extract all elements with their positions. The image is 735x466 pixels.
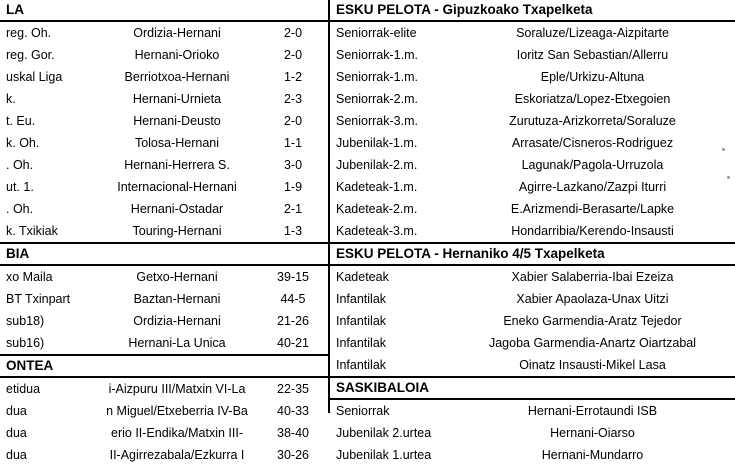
table-row: [0, 266, 328, 288]
row-category: . Oh.: [6, 202, 34, 216]
row-match: Hernani-Herrera S.: [124, 158, 230, 172]
row-score: 2-0: [283, 114, 303, 128]
row-match: Zurutuza-Arizkorreta/Soraluze: [509, 114, 676, 128]
row-category: k.: [6, 92, 16, 106]
row-match: Getxo-Hernani: [136, 270, 218, 284]
row-category: BT Txinpart: [6, 292, 71, 306]
table-row: [330, 154, 735, 176]
table-row: [0, 132, 328, 154]
row-category: Jubenilak 2.urtea: [336, 426, 432, 440]
row-category: Seniorrak-1.m.: [336, 70, 418, 84]
table-row: [330, 288, 735, 310]
table-row: [0, 176, 328, 198]
table-row: [0, 66, 328, 88]
table-row: [0, 198, 328, 220]
table-row: [0, 44, 328, 66]
table-row: [330, 44, 735, 66]
row-score: 1-2: [283, 70, 303, 84]
left-column: [0, 0, 330, 462]
row-category: k. Oh.: [6, 136, 40, 150]
row-match: Soraluze/Lizeaga-Aizpitarte: [516, 26, 669, 40]
row-category: etidua: [6, 382, 41, 396]
row-score: 2-0: [283, 48, 303, 62]
row-match: n Miguel/Etxeberria IV-Ba: [106, 404, 248, 418]
row-category: Seniorrak: [336, 404, 390, 418]
row-category: Jubenilak 1.urtea: [336, 448, 432, 462]
row-category: Seniorrak-elite: [336, 26, 417, 40]
table-row: [330, 400, 735, 422]
section-rows-saskibaloia: [330, 400, 735, 466]
section-header-futbola: LA: [0, 0, 328, 22]
table-row: [330, 88, 735, 110]
right-column: [330, 0, 735, 462]
row-match: erio II-Endika/Matxin III-: [111, 426, 243, 440]
row-match: Ordizia-Hernani: [133, 314, 221, 328]
table-row: [330, 444, 735, 466]
row-category: k. Txikiak: [6, 224, 58, 238]
row-match: i-Aizpuru III/Matxin VI-La: [108, 382, 246, 396]
row-match: Baztan-Hernani: [133, 292, 221, 306]
row-match: Hernani-Oiarso: [550, 426, 635, 440]
row-match: II-Agirrezabala/Ezkurra I: [109, 448, 245, 462]
row-match: Hondarribia/Kerendo-Insausti: [511, 224, 674, 238]
table-row: [330, 422, 735, 444]
row-category: sub18): [6, 314, 45, 328]
row-match: Ordizia-Hernani: [133, 26, 221, 40]
section-rows-esku-pelota-gipuzkoa: [330, 22, 735, 242]
table-row: [330, 132, 735, 154]
row-category: Seniorrak-1.m.: [336, 48, 418, 62]
row-category: dua: [6, 426, 27, 440]
section-header-esku-pelota-hernani: ESKU PELOTA - Hernaniko 4/5 Txapelketa: [330, 242, 735, 266]
speck-mark: [722, 148, 725, 151]
table-row: [330, 266, 735, 288]
row-match: Hernani-Mundarro: [541, 448, 644, 462]
row-category: Kadeteak-1.m.: [336, 180, 418, 194]
row-match: Xabier Apaolaza-Unax Uitzi: [516, 292, 669, 306]
section-header-eskubaloia: BIA: [0, 242, 328, 266]
row-score: 39-15: [277, 270, 309, 284]
table-row: [330, 66, 735, 88]
table-row: [0, 110, 328, 132]
row-score: 2-0: [283, 26, 303, 40]
row-score: 44-5: [280, 292, 306, 306]
table-row: [0, 154, 328, 176]
row-match: Xabier Salaberria-Ibai Ezeiza: [511, 270, 674, 284]
section-rows-esku-pelota-hernani: [330, 266, 735, 376]
row-category: xo Maila: [6, 270, 53, 284]
row-match: Eple/Urkizu-Altuna: [540, 70, 645, 84]
row-match: Berriotxoa-Hernani: [124, 70, 230, 84]
row-category: reg. Oh.: [6, 26, 52, 40]
row-category: Jubenilak-1.m.: [336, 136, 418, 150]
row-score: 1-1: [283, 136, 303, 150]
row-match: E.Arizmendi-Berasarte/Lapke: [510, 202, 675, 216]
row-match: Hernani-La Unica: [128, 336, 226, 350]
table-row: [0, 220, 328, 242]
row-category: uskal Liga: [6, 70, 63, 84]
row-score: 30-26: [277, 448, 309, 462]
row-match: Hernani-Orioko: [134, 48, 220, 62]
row-category: Infantilak: [336, 336, 387, 350]
section-header-saskibaloia: SASKIBALOIA: [330, 376, 735, 400]
row-category: reg. Gor.: [6, 48, 55, 62]
row-score: 40-21: [277, 336, 309, 350]
table-row: [0, 288, 328, 310]
row-score: 2-3: [283, 92, 303, 106]
table-row: [330, 176, 735, 198]
table-row: [330, 354, 735, 376]
table-row: [0, 310, 328, 332]
row-score: 40-33: [277, 404, 309, 418]
row-category: Infantilak: [336, 292, 387, 306]
row-score: 21-26: [277, 314, 309, 328]
row-score: 38-40: [277, 426, 309, 440]
row-category: Seniorrak-2.m.: [336, 92, 418, 106]
row-match: Jagoba Garmendia-Anartz Oiartzabal: [488, 336, 697, 350]
row-category: t. Eu.: [6, 114, 36, 128]
row-match: Hernani-Deusto: [133, 114, 221, 128]
row-category: sub16): [6, 336, 45, 350]
row-category: Kadeteak-2.m.: [336, 202, 418, 216]
table-row: [0, 400, 328, 422]
row-match: Arrasate/Cisneros-Rodriguez: [511, 136, 674, 150]
row-match: Lagunak/Pagola-Urruzola: [521, 158, 664, 172]
row-category: Kadeteak-3.m.: [336, 224, 418, 238]
table-row: [330, 220, 735, 242]
row-match: Eskoriatza/Lopez-Etxegoien: [514, 92, 671, 106]
table-row: [330, 110, 735, 132]
row-category: ut. 1.: [6, 180, 34, 194]
section-header-esku-pelota-gipuzkoa: ESKU PELOTA - Gipuzkoako Txapelketa: [330, 0, 735, 22]
row-score: 1-3: [283, 224, 303, 238]
row-category: dua: [6, 404, 27, 418]
speck-mark: [727, 176, 730, 179]
row-match: Internacional-Hernani: [117, 180, 237, 194]
row-match: Eneko Garmendia-Aratz Tejedor: [503, 314, 682, 328]
row-category: . Oh.: [6, 158, 34, 172]
table-row: [0, 88, 328, 110]
table-row: [0, 444, 328, 466]
table-row: [330, 310, 735, 332]
section-rows-frontenisa: [0, 378, 328, 466]
row-score: 2-1: [283, 202, 303, 216]
row-category: dua: [6, 448, 27, 462]
row-match: Hernani-Urnieta: [132, 92, 222, 106]
table-row: [0, 378, 328, 400]
row-score: 22-35: [277, 382, 309, 396]
row-category: Infantilak: [336, 314, 387, 328]
row-category: Infantilak: [336, 358, 387, 372]
table-row: [330, 198, 735, 220]
table-row: [0, 332, 328, 354]
row-category: Seniorrak-3.m.: [336, 114, 418, 128]
row-score: 3-0: [283, 158, 303, 172]
section-rows-eskubaloia: [0, 266, 328, 354]
section-header-frontenisa: ONTEA: [0, 354, 328, 378]
table-row: [330, 332, 735, 354]
row-category: Kadeteak: [336, 270, 389, 284]
table-row: [330, 22, 735, 44]
table-row: [0, 22, 328, 44]
row-match: Hernani-Errotaundi ISB: [527, 404, 658, 418]
table-row: [0, 422, 328, 444]
row-category: Jubenilak-2.m.: [336, 158, 418, 172]
row-match: Tolosa-Hernani: [134, 136, 220, 150]
section-rows-futbola: [0, 22, 328, 242]
row-match: Agirre-Lazkano/Zazpi Iturri: [518, 180, 667, 194]
row-score: 1-9: [283, 180, 303, 194]
row-match: Ioritz San Sebastian/Allerru: [516, 48, 669, 62]
row-match: Oinatz Insausti-Mikel Lasa: [519, 358, 666, 372]
row-match: Hernani-Ostadar: [130, 202, 224, 216]
row-match: Touring-Hernani: [132, 224, 222, 238]
